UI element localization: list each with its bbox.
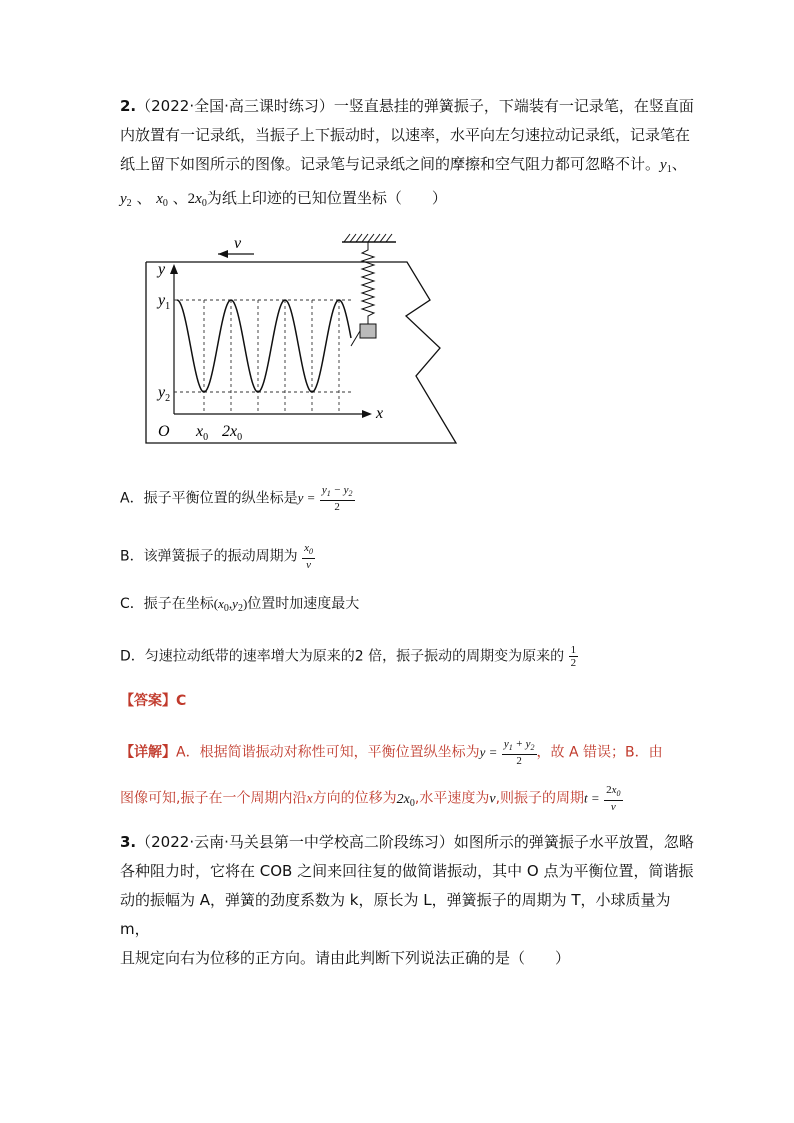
explanation-line-1: 【详解】A．根据简谐振动对称性可知，平衡位置纵坐标为y = $\frac{y_1 + y_2}{2}$ ，故 A 错误；B．由 [120,738,663,768]
explanation-text: A．根据简谐振动对称性可知，平衡位置纵坐标为 [176,744,480,761]
option-c[interactable] [120,594,359,619]
question-text-line: 为纸上印迹的已知位置坐标（ ） [206,189,447,207]
figure-svg [144,228,464,453]
question-text-line: 动的振幅为 A，弹簧的劲度系数为 k，原长为 L，弹簧振子的周期为 T，小球质量为 m， [120,891,671,938]
x0-label: $x_0$ [196,423,209,443]
explanation-text: ,水平速度为 [414,790,490,807]
velocity-arrow-head [218,250,228,258]
symbol-y2: $y_2$ [120,191,132,209]
option-a-text: A．振子平衡位置的纵坐标是 [120,490,298,507]
oscillation-figure [144,228,464,457]
answer: 【答案】C [120,693,187,709]
question-text-line: 如图所示的弹簧振子水平放置，忽略 [453,833,694,851]
question-text-line: 各种阻力时，它将在 COB 之间来回往复的做简谐振动，其中 O 点为平衡位置，简谐振 [120,862,694,880]
explanation-text: 图像可知,振子在一个周期内沿 [120,790,307,807]
fraction-explain-1: $\frac{y_1 + y_2}{2}$ [503,738,535,768]
fraction-d: $\frac{1}{2}$ [570,644,577,669]
y2-label: $y_2$ [158,384,171,404]
option-d-text: D．匀速拉动纸带的速率增大为原来的2 倍，振子振动的周期变为原来的 [120,648,565,665]
question-text-line: 纸上留下如图所示的图像。记录笔与记录纸之间的摩擦和空气阻力都可忽略不计。 [120,155,661,173]
ceiling-hatch [344,234,392,242]
waveform-curve [177,300,351,392]
mass-block [360,324,376,338]
y-axis-label: y [158,261,166,278]
question-3 [120,828,695,973]
y1-label: $y_1$ [158,292,171,312]
2x0-label: $2x_0$ [222,423,243,443]
option-c-text: C．振子在坐标 [120,596,214,612]
origin-label: O [158,423,170,440]
question-number: 3. [120,833,137,851]
coordinate-x0-y2: $(x_0,y_2)$ [213,596,248,614]
symbol-x0: $x_0$ [156,191,168,209]
question-text-line: 内放置有一记录纸，当振子上下振动时，以速率，水平向左匀速拉动记录纸，记录笔在 [120,126,691,144]
fraction-b: $\frac{x_0}{v}$ [304,542,313,572]
explanation-text: ，故 A 错误；B．由 [536,744,663,761]
record-pen [351,331,360,346]
paper-outline [146,262,456,443]
explanation-text: 方向的位移为 [312,790,397,807]
option-b-text: B．该弹簧振子的振动周期为 [120,548,298,565]
velocity-label: v [234,235,242,252]
fraction-explain-2: $\frac{2x_0}{v}$ [606,784,621,814]
question-2: 2.（2022·全国·高三课时练习）一竖直悬挂的弹簧振子，下端装有一记录笔，在竖直面 内放置有一记录纸，当振子上下振动时，以速率，水平向左匀速拉动记录纸，记录笔在 纸上留下如图所示的图像。记录笔与记录纸之间的摩擦和空气阻力都可忽略不计。$y_1$、 $y_2$ 、 $x_0$ 、$2x_0$为纸上印迹的已知位置坐标（ ） [120,97,694,209]
x-axis-arrow [362,410,372,418]
explanation-line-2: 图像可知,振子在一个周期内沿x方向的位移为$2x_0$,水平速度为v,则振子的周期t = $\frac{2x_0}{v}$ [120,784,621,814]
fraction-a: $\frac{y_1 - y_2}{2}$ [321,484,353,514]
dashed-guides [174,300,352,414]
question-number: 2. [120,97,137,115]
symbol-y1: $y_1$ [660,157,672,175]
symbol-2x0: $2x_0$ [187,191,207,209]
formula-a: y = [297,490,316,506]
option-a[interactable] [120,484,355,513]
y-axis-arrow [170,264,178,274]
question-source: （2022·全国·高三课时练习） [136,97,334,115]
question-source: （2022·云南·马关县第一中学校高二阶段练习） [136,833,454,851]
explanation-label: 【详解】 [120,744,176,761]
explanation-text: ,则振子的周期 [495,790,585,807]
question-text-line: 一竖直悬挂的弹簧振子，下端装有一记录笔，在竖直面 [333,97,694,115]
option-c-suffix: 位置时加速度最大 [247,596,360,612]
option-d[interactable] [120,644,578,669]
spring [362,242,374,324]
x-axis-label: x [376,405,384,422]
option-b[interactable] [120,542,315,571]
question-text-line: 且规定向右为位移的正方向。请由此判断下列说法正确的是（ ） [120,949,571,967]
